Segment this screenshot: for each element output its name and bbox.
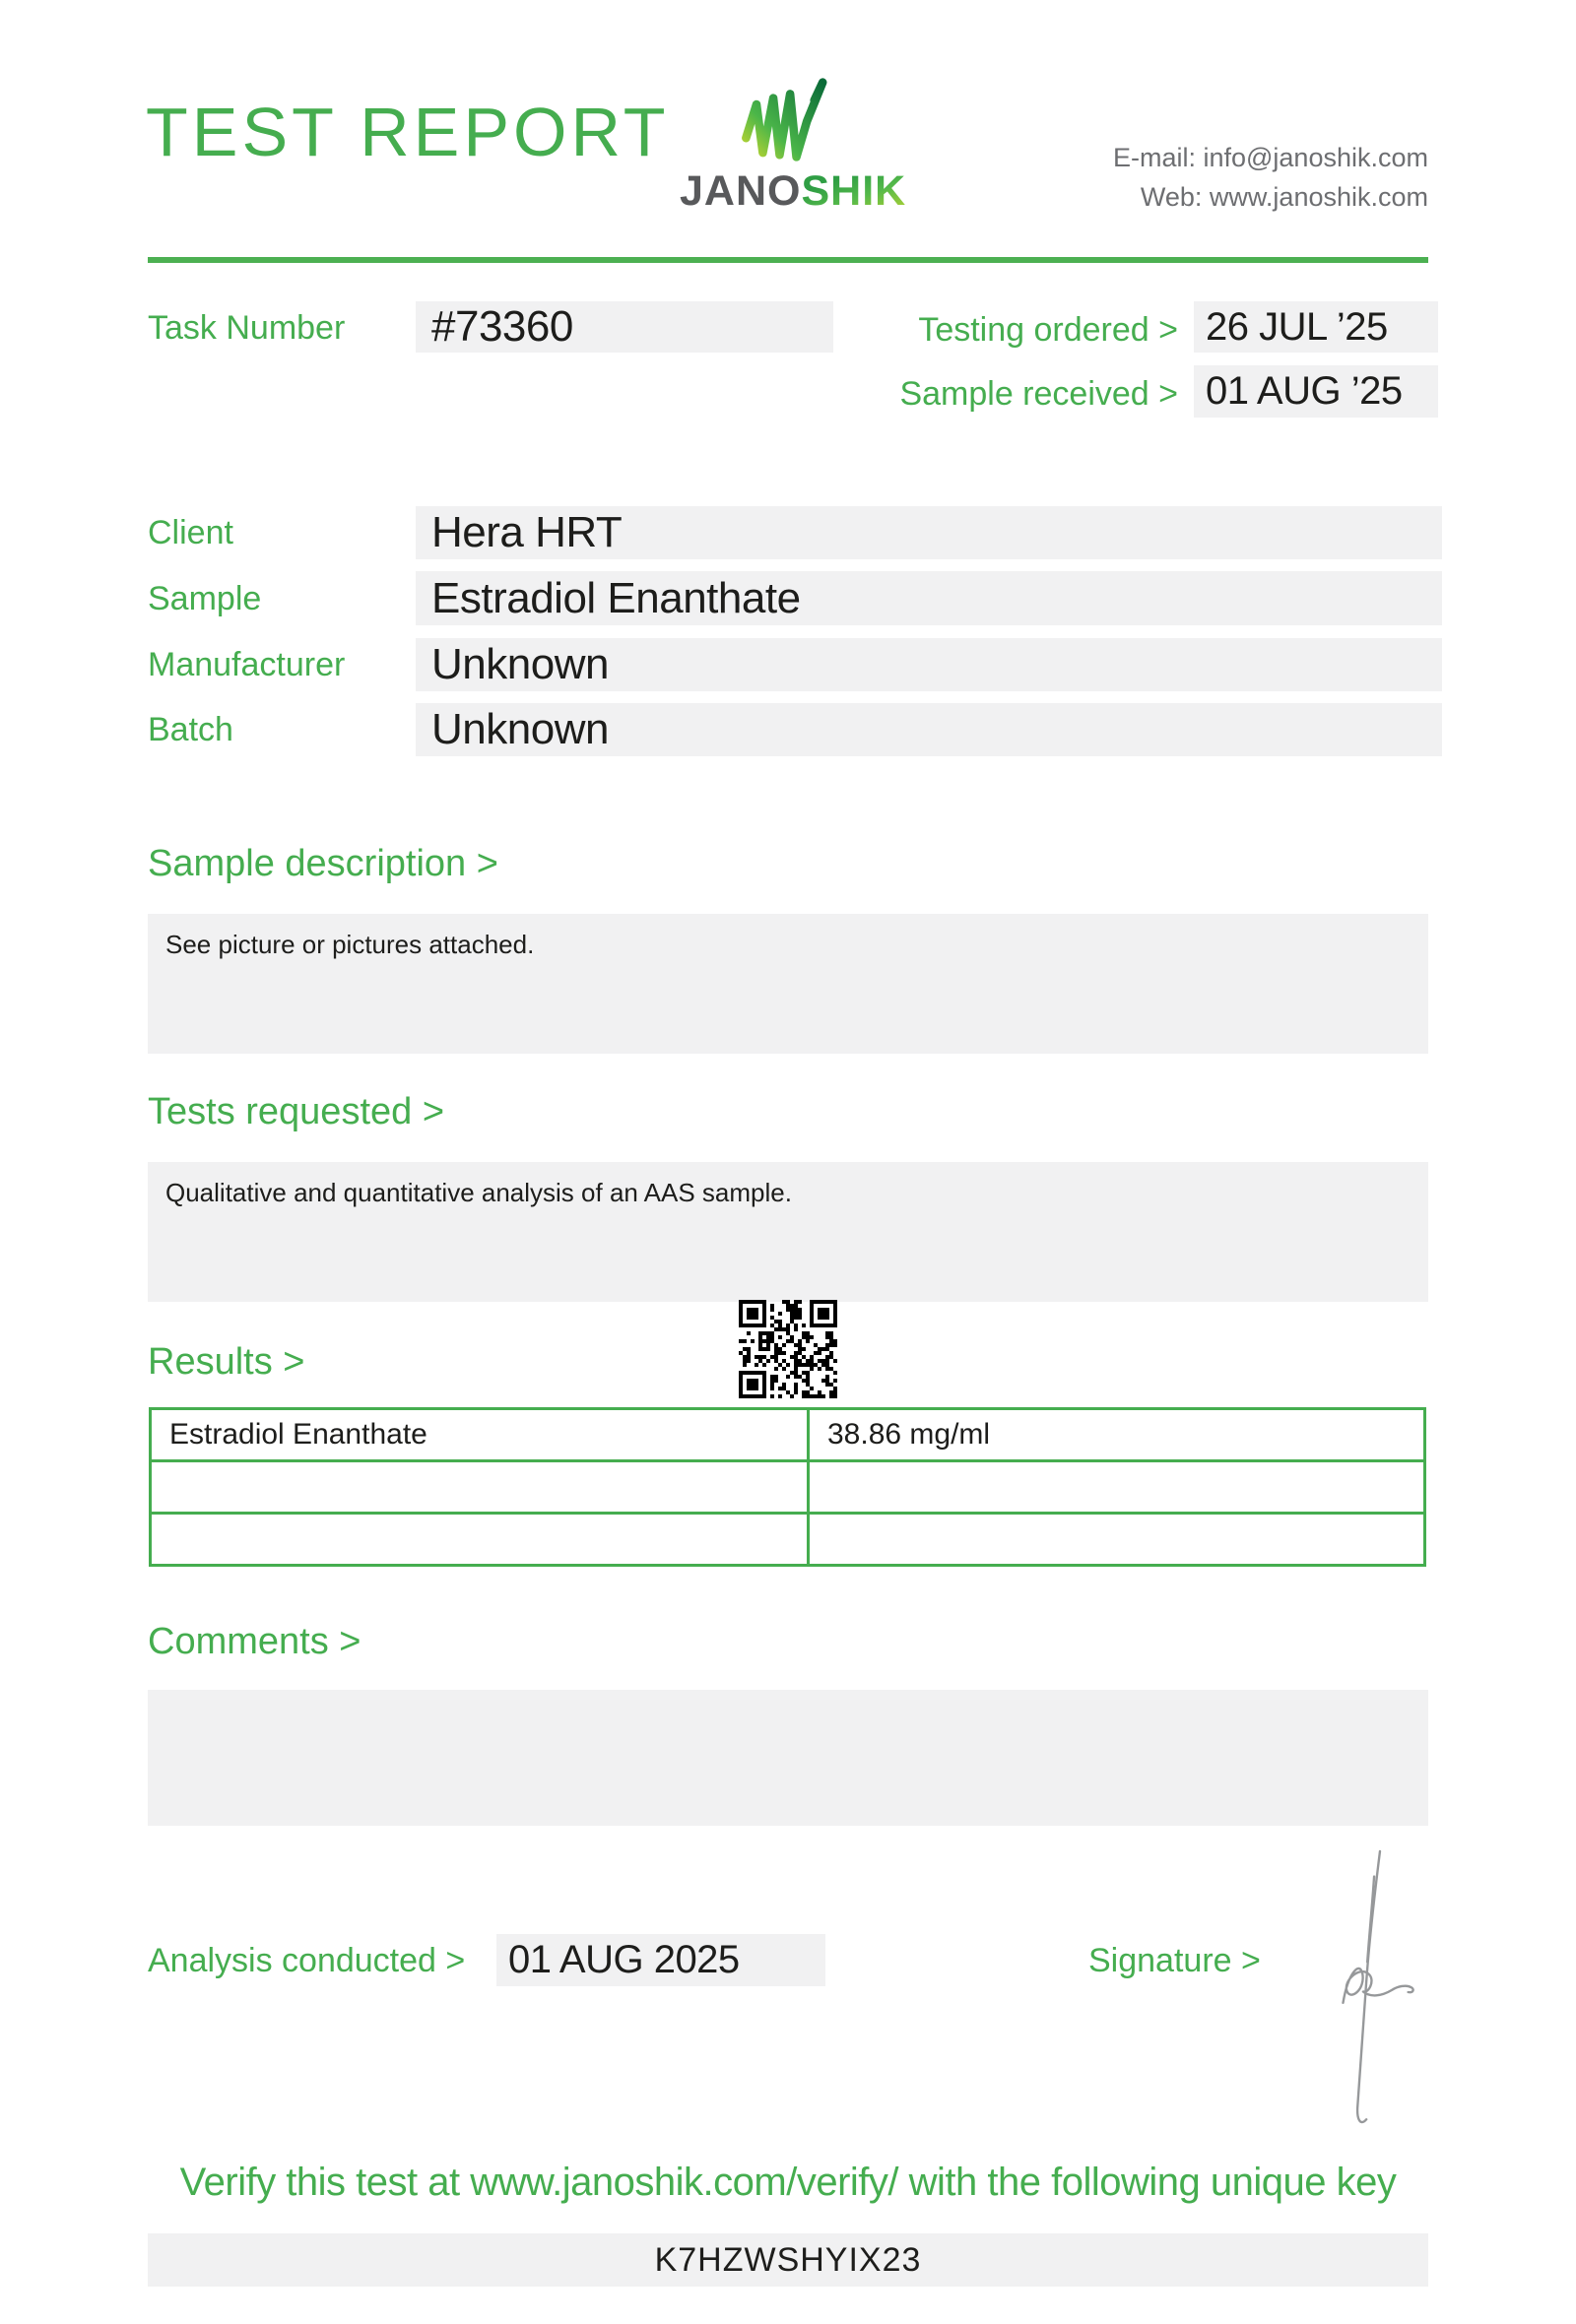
sample-received-value-box xyxy=(1194,365,1438,418)
task-number-value-box xyxy=(416,301,833,353)
batch-value-box xyxy=(416,703,1442,756)
verify-key-box xyxy=(148,2233,1428,2287)
analysis-conducted-label: Analysis conducted > xyxy=(148,1942,466,1979)
result-value-cell xyxy=(809,1461,1425,1514)
testing-ordered-label: Testing ordered > xyxy=(918,311,1178,349)
results-row xyxy=(151,1514,1425,1566)
results-row xyxy=(151,1409,1425,1461)
batch-value: Unknown xyxy=(431,705,609,753)
result-name-cell xyxy=(151,1514,809,1566)
janoshik-wordmark xyxy=(680,167,907,216)
analysis-conducted-value: 01 AUG 2025 xyxy=(508,1938,740,1981)
contact-web: Web: www.janoshik.com xyxy=(1140,182,1428,212)
client-label: Client xyxy=(148,514,233,551)
sample-received-label: Sample received > xyxy=(899,375,1178,413)
results-heading: Results > xyxy=(148,1341,305,1383)
wordmark-left: JANO xyxy=(680,167,802,215)
comments-heading: Comments > xyxy=(148,1621,361,1662)
client-value-box xyxy=(416,506,1442,559)
result-value-cell: 38.86 mg/ml xyxy=(809,1409,1425,1461)
sample-label: Sample xyxy=(148,580,262,617)
signature-label: Signature > xyxy=(1088,1942,1261,1979)
manufacturer-value-box xyxy=(416,638,1442,691)
testing-ordered-value-box xyxy=(1194,301,1438,353)
verify-key: K7HZWSHYIX23 xyxy=(654,2240,922,2279)
result-name-cell xyxy=(151,1461,809,1514)
testing-ordered-value: 26 JUL ’25 xyxy=(1206,304,1388,349)
client-value: Hera HRT xyxy=(431,508,623,556)
comments-box xyxy=(148,1690,1428,1826)
batch-label: Batch xyxy=(148,711,233,748)
header-divider xyxy=(148,257,1428,263)
results-row xyxy=(151,1461,1425,1514)
sample-received-value: 01 AUG ’25 xyxy=(1206,369,1403,413)
verify-instruction: Verify this test at www.janoshik.com/verify/ with the following unique key xyxy=(179,2161,1397,2204)
sample-value: Estradiol Enanthate xyxy=(431,573,801,622)
manufacturer-label: Manufacturer xyxy=(148,646,346,683)
contact-block xyxy=(1113,138,1428,217)
analysis-conducted-value-box xyxy=(496,1934,825,1986)
contact-email: E-mail: info@janoshik.com xyxy=(1112,143,1428,172)
janoshik-logo-icon xyxy=(741,77,835,161)
results-table xyxy=(149,1407,1426,1567)
signature-image xyxy=(1315,1847,1443,2139)
sample-description-heading: Sample description > xyxy=(148,843,498,884)
sample-value-box xyxy=(416,571,1442,625)
tests-requested-box: Qualitative and quantitative analysis of an AAS sample. xyxy=(148,1162,1428,1302)
sample-description-box: See picture or pictures attached. xyxy=(148,914,1428,1054)
page-title: TEST REPORT xyxy=(146,94,670,170)
result-name-cell: Estradiol Enanthate xyxy=(151,1409,809,1461)
manufacturer-value: Unknown xyxy=(431,640,609,688)
qr-code xyxy=(739,1300,837,1398)
task-number-value: #73360 xyxy=(431,302,573,351)
wordmark-right: SHIK xyxy=(801,167,907,215)
result-value-cell xyxy=(809,1514,1425,1566)
tests-requested-heading: Tests requested > xyxy=(148,1091,445,1132)
task-number-label: Task Number xyxy=(148,309,346,347)
